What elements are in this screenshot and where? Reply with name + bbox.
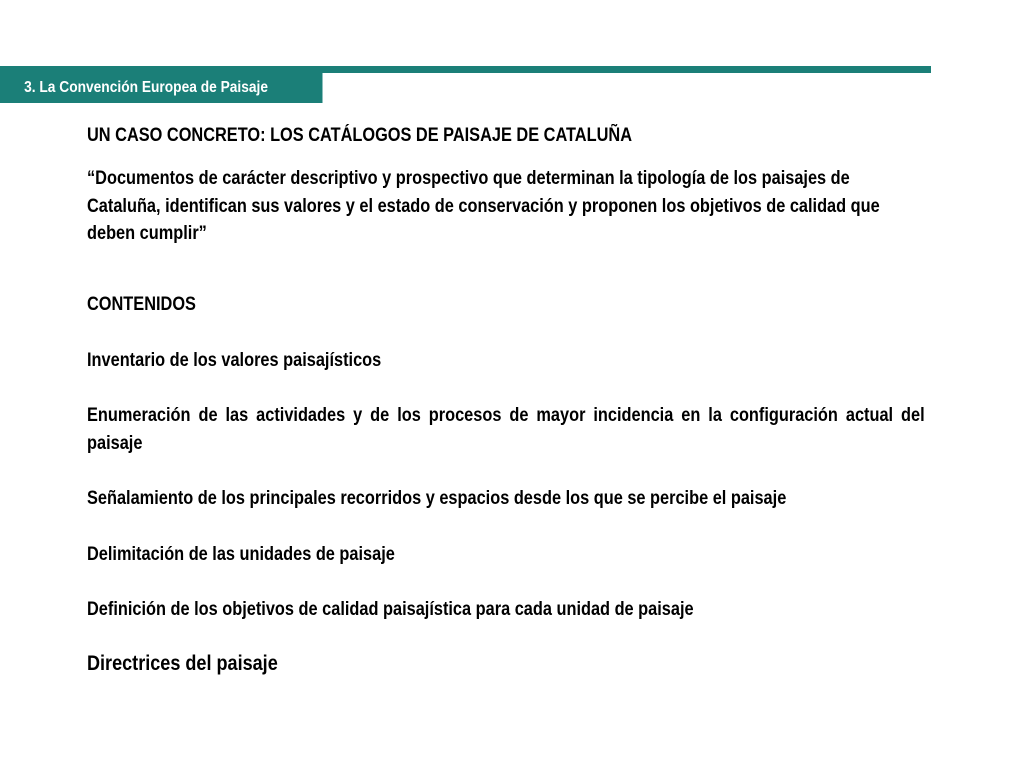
slide-content [87,124,925,678]
definition-quote: “Documentos de carácter descriptivo y prospectivo que determinan la tipología de los paisajes de Cataluña, identifican sus valores y el estado de conservación y proponen los objetivos de calidad que deben cumplir” [87,168,880,244]
contents-title: CONTENIDOS [87,293,196,315]
section-title: 3. La Convención Europea de Paisaje [0,73,323,103]
content-item-units: Delimitación de las unidades de paisaje [87,543,395,565]
content-item-activities: Enumeración de las actividades y de los procesos de mayor incidencia en la configuración actual del paisaje [87,405,925,454]
content-item-guidelines: Directrices del paisaje [87,651,278,675]
content-item-routes: Señalamiento de los principales recorridos y espacios desde los que se percibe el paisaje [87,488,787,509]
content-item-inventory: Inventario de los valores paisajísticos [87,349,382,371]
header-rule [0,66,931,73]
content-item-objectives: Definición de los objetivos de calidad paisajística para cada unidad de paisaje [87,599,694,620]
slide-heading: UN CASO CONCRETO: LOS CATÁLOGOS DE PAISAJE DE CATALUÑA [87,125,632,146]
